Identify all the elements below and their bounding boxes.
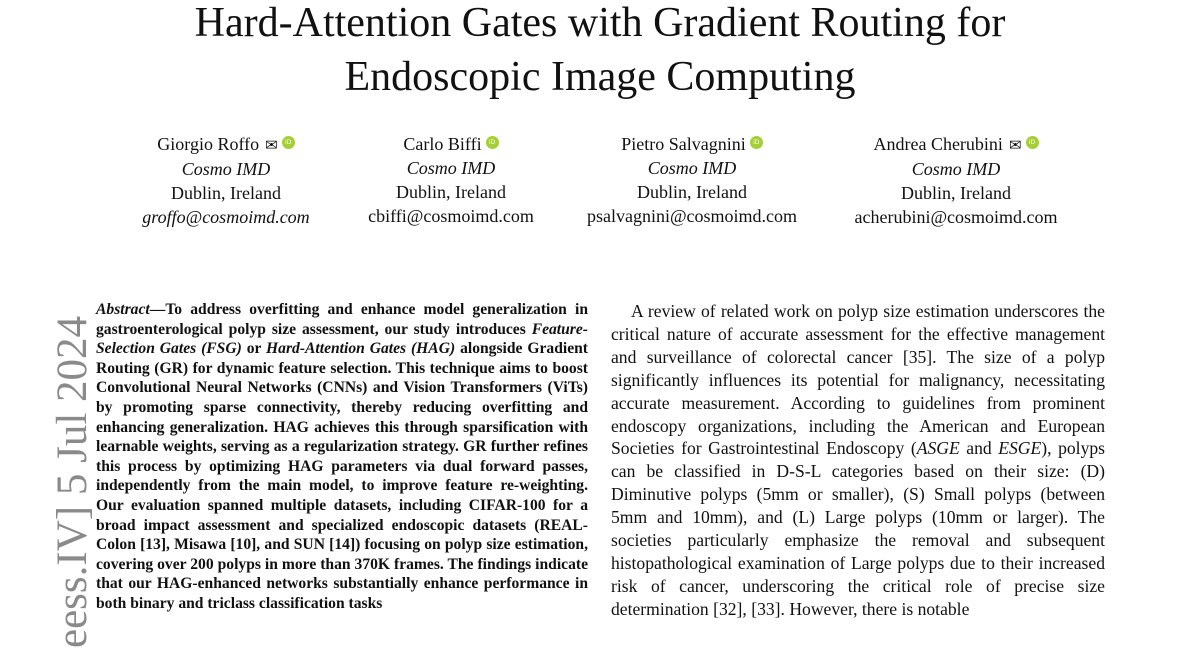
paper-title-line-1: Hard-Attention Gates with Gradient Routing for: [194, 0, 1006, 46]
author-name-line: [562, 132, 822, 156]
body-text: and: [959, 438, 999, 459]
body-emphasis: ASGE: [916, 438, 960, 459]
orcid-icon[interactable]: [1026, 136, 1039, 149]
abstract-label: Abstract: [96, 301, 150, 318]
author-location: Dublin, Ireland: [396, 182, 506, 202]
author-location: Dublin, Ireland: [171, 183, 281, 203]
author-affiliation: Cosmo IMD: [406, 158, 496, 178]
abstract-dash: —: [149, 301, 166, 318]
author-affiliation: Cosmo IMD: [647, 158, 737, 178]
body-emphasis: ESGE: [998, 438, 1042, 459]
author-name: Andrea Cherubini: [873, 134, 1003, 154]
mail-icon[interactable]: ✉: [1008, 136, 1022, 154]
body-text: A review of related work on polyp size estimation underscores the critical nature of accurate assessment for the effective management and surveillance of colorectal cancer [35]. The size of a polyp significantly influences its potential for malignancy, necessitating accurate measurement. According to guidelines from prominent endoscopy organizations, including the American and European Societies for Gastrointestinal Endoscopy (: [611, 301, 1105, 459]
introduction-paragraph: [611, 300, 1105, 621]
author-block: [826, 132, 1086, 229]
mail-icon[interactable]: ✉: [265, 136, 278, 154]
body-text: ), polyps can be classified in D-S-L categories based on their size: (D) Diminutive polyps (5mm or smaller), (S) Small polyps (between 5mm and 10mm), and (L) Large polyps (10mm or larger). The societies particularly emphasize the removal and subsequent histopathological examination of Large polyps due to their increased risk of cancer, underscoring the critical role of precise size determination [32], [33]. However, there is notable: [611, 438, 1106, 619]
orcid-icon[interactable]: [486, 136, 499, 149]
abstract-text: alongside Gradient Routing (GR) for dynamic feature selection. This technique aims to boost Convolutional Neural Networks (CNNs) and Vision Transformers (ViTs) by promoting sparse connectivity, thereby reducing overfitting and enhancing generalization. HAG achieves this through sparsification with learnable weights, serving as a regularization strategy. GR further refines this process by optimizing HAG parameters via dual forward passes, independently from the main model, to improve feature re-weighting. Our evaluation spanned multiple datasets, including CIFAR-100 for a broad impact assessment and specialized endoscopic datasets (REAL-Colon [13], Misawa [10], and SUN [14]) focusing on polyp size estimation, covering over 200 polyps in more than 370K frames. The findings indicate that our HAG-enhanced networks substantially enhance performance in both binary and triclass classification tasks: [96, 340, 588, 612]
abstract-text: To address overfitting and enhance model generalization in gastroenterological polyp size assessment, our study introduces: [96, 301, 588, 338]
abstract: [96, 300, 588, 614]
author-name: Giorgio Roffo: [157, 134, 260, 154]
author-name: Carlo Biffi: [403, 134, 482, 154]
author-affiliation: Cosmo IMD: [911, 159, 1001, 179]
author-email: psalvagnini@cosmoimd.com: [586, 206, 798, 226]
author-name-line: [321, 132, 581, 156]
author-email: groffo@cosmoimd.com: [142, 207, 310, 227]
abstract-emphasis: Feature-Selection Gates (FSG): [96, 320, 588, 358]
author-location: Dublin, Ireland: [637, 182, 747, 202]
orcid-icon[interactable]: [282, 136, 295, 149]
orcid-icon[interactable]: [750, 136, 763, 149]
paper-title-line-2: Endoscopic Image Computing: [344, 54, 856, 100]
author-affiliation: Cosmo IMD: [181, 159, 271, 179]
arxiv-identifier-stamp: eess.IV] 5 Jul 2024: [49, 315, 96, 648]
abstract-text: or: [241, 340, 267, 358]
abstract-emphasis: Hard-Attention Gates (HAG): [266, 340, 456, 358]
author-block: [96, 132, 356, 229]
author-email: cbiffi@cosmoimd.com: [368, 206, 534, 226]
author-block: [562, 132, 822, 228]
paper-title: [0, 0, 1200, 104]
author-location: Dublin, Ireland: [901, 183, 1011, 203]
author-block: [321, 132, 581, 228]
author-name-line: [96, 132, 356, 157]
author-name-line: [826, 132, 1086, 157]
author-email: acherubini@cosmoimd.com: [854, 207, 1058, 227]
author-name: Pietro Salvagnini: [621, 134, 746, 154]
